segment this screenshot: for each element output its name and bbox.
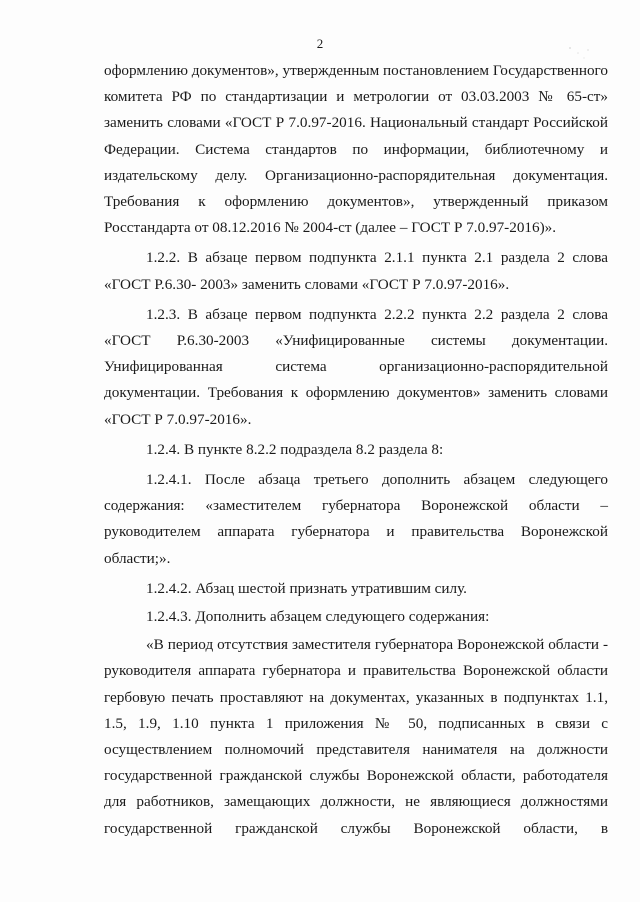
text-line: руководителем аппарата губернатора и правительства Воронежской bbox=[104, 523, 608, 541]
text-line: Унифицированная система организационно-распорядительной bbox=[104, 358, 608, 376]
paragraph-continuation bbox=[104, 58, 608, 241]
paragraph-1-2-4 bbox=[104, 437, 608, 463]
text-line: 1.2.2. В абзаце первом подпункта 2.1.1 пункта 2.1 раздела 2 слова bbox=[146, 249, 608, 267]
paragraph-1-2-4-1 bbox=[104, 467, 608, 572]
text-line: руководителя аппарата губернатора и правительства Воронежской области bbox=[104, 662, 608, 680]
text-line: Требования к оформлению документов», утвержденный приказом bbox=[104, 193, 608, 211]
text-line: государственной гражданской службы Воронежской области, работодателя bbox=[104, 767, 608, 785]
paragraph-quote bbox=[104, 632, 608, 842]
text-line: 1.2.4. В пункте 8.2.2 подраздела 8.2 раздела 8: bbox=[146, 440, 444, 458]
text-line: «ГОСТ Р 7.0.97-2016». bbox=[104, 410, 252, 428]
text-line: оформлению документов», утвержденным постановлением Государственного bbox=[104, 62, 608, 79]
paragraph-1-2-2 bbox=[104, 245, 608, 297]
text-line: для работников, замещающих должности, не являющиеся должностями bbox=[104, 793, 608, 811]
text-line: издательскому делу. Организационно-распорядительная документация. bbox=[104, 166, 608, 184]
text-line: содержания: «заместителем губернатора Воронежской области – bbox=[104, 497, 608, 515]
text-line: 1.2.4.3. Дополнить абзацем следующего содержания: bbox=[146, 608, 490, 626]
text-line: 1.5, 1.9, 1.10 пункта 1 приложения № 50, подписанных в связи с bbox=[104, 714, 608, 732]
text-line: гербовую печать проставляют на документах, указанных в подпунктах 1.1, bbox=[104, 688, 608, 706]
text-line: комитета РФ по стандартизации и метрологии от 03.03.2003 № 65-ст» bbox=[104, 88, 608, 106]
paragraph-1-2-4-2 bbox=[104, 576, 608, 602]
page-number: 2 bbox=[316, 36, 324, 51]
paragraph-1-2-3 bbox=[104, 302, 608, 433]
text-line: осуществлением полномочий представителя нанимателя на должности bbox=[104, 741, 608, 759]
text-line: Росстандарта от 08.12.2016 № 2004-ст (далее – ГОСТ Р 7.0.97-2016)». bbox=[104, 219, 557, 237]
text-line: заменить словами «ГОСТ Р 7.0.97-2016. Национальный стандарт Российской bbox=[104, 114, 608, 132]
text-line: области;». bbox=[104, 549, 171, 567]
paragraph-1-2-4-3 bbox=[104, 604, 608, 630]
text-line: Федерации. Система стандартов по информации, библиотечному и bbox=[104, 140, 608, 158]
text-line: 1.2.4.2. Абзац шестой признать утратившим силу. bbox=[146, 579, 467, 597]
text-line: документации. Требования к оформлению документов» заменить словами bbox=[104, 384, 608, 402]
text-line: «В период отсутствия заместителя губернатора Воронежской области - bbox=[146, 636, 608, 654]
text-line: «ГОСТ Р.6.30-2003 «Унифицированные системы документации. bbox=[104, 332, 608, 350]
text-line: «ГОСТ Р.6.30- 2003» заменить словами «ГОСТ Р 7.0.97-2016». bbox=[104, 275, 510, 293]
document-body bbox=[104, 58, 608, 842]
text-line: 1.2.3. В абзаце первом подпункта 2.2.2 пункта 2.2 раздела 2 слова bbox=[146, 305, 608, 323]
text-line: государственной гражданской службы Воронежской области, в bbox=[104, 819, 608, 837]
text-line: 1.2.4.1. После абзаца третьего дополнить абзацем следующего bbox=[146, 471, 608, 489]
